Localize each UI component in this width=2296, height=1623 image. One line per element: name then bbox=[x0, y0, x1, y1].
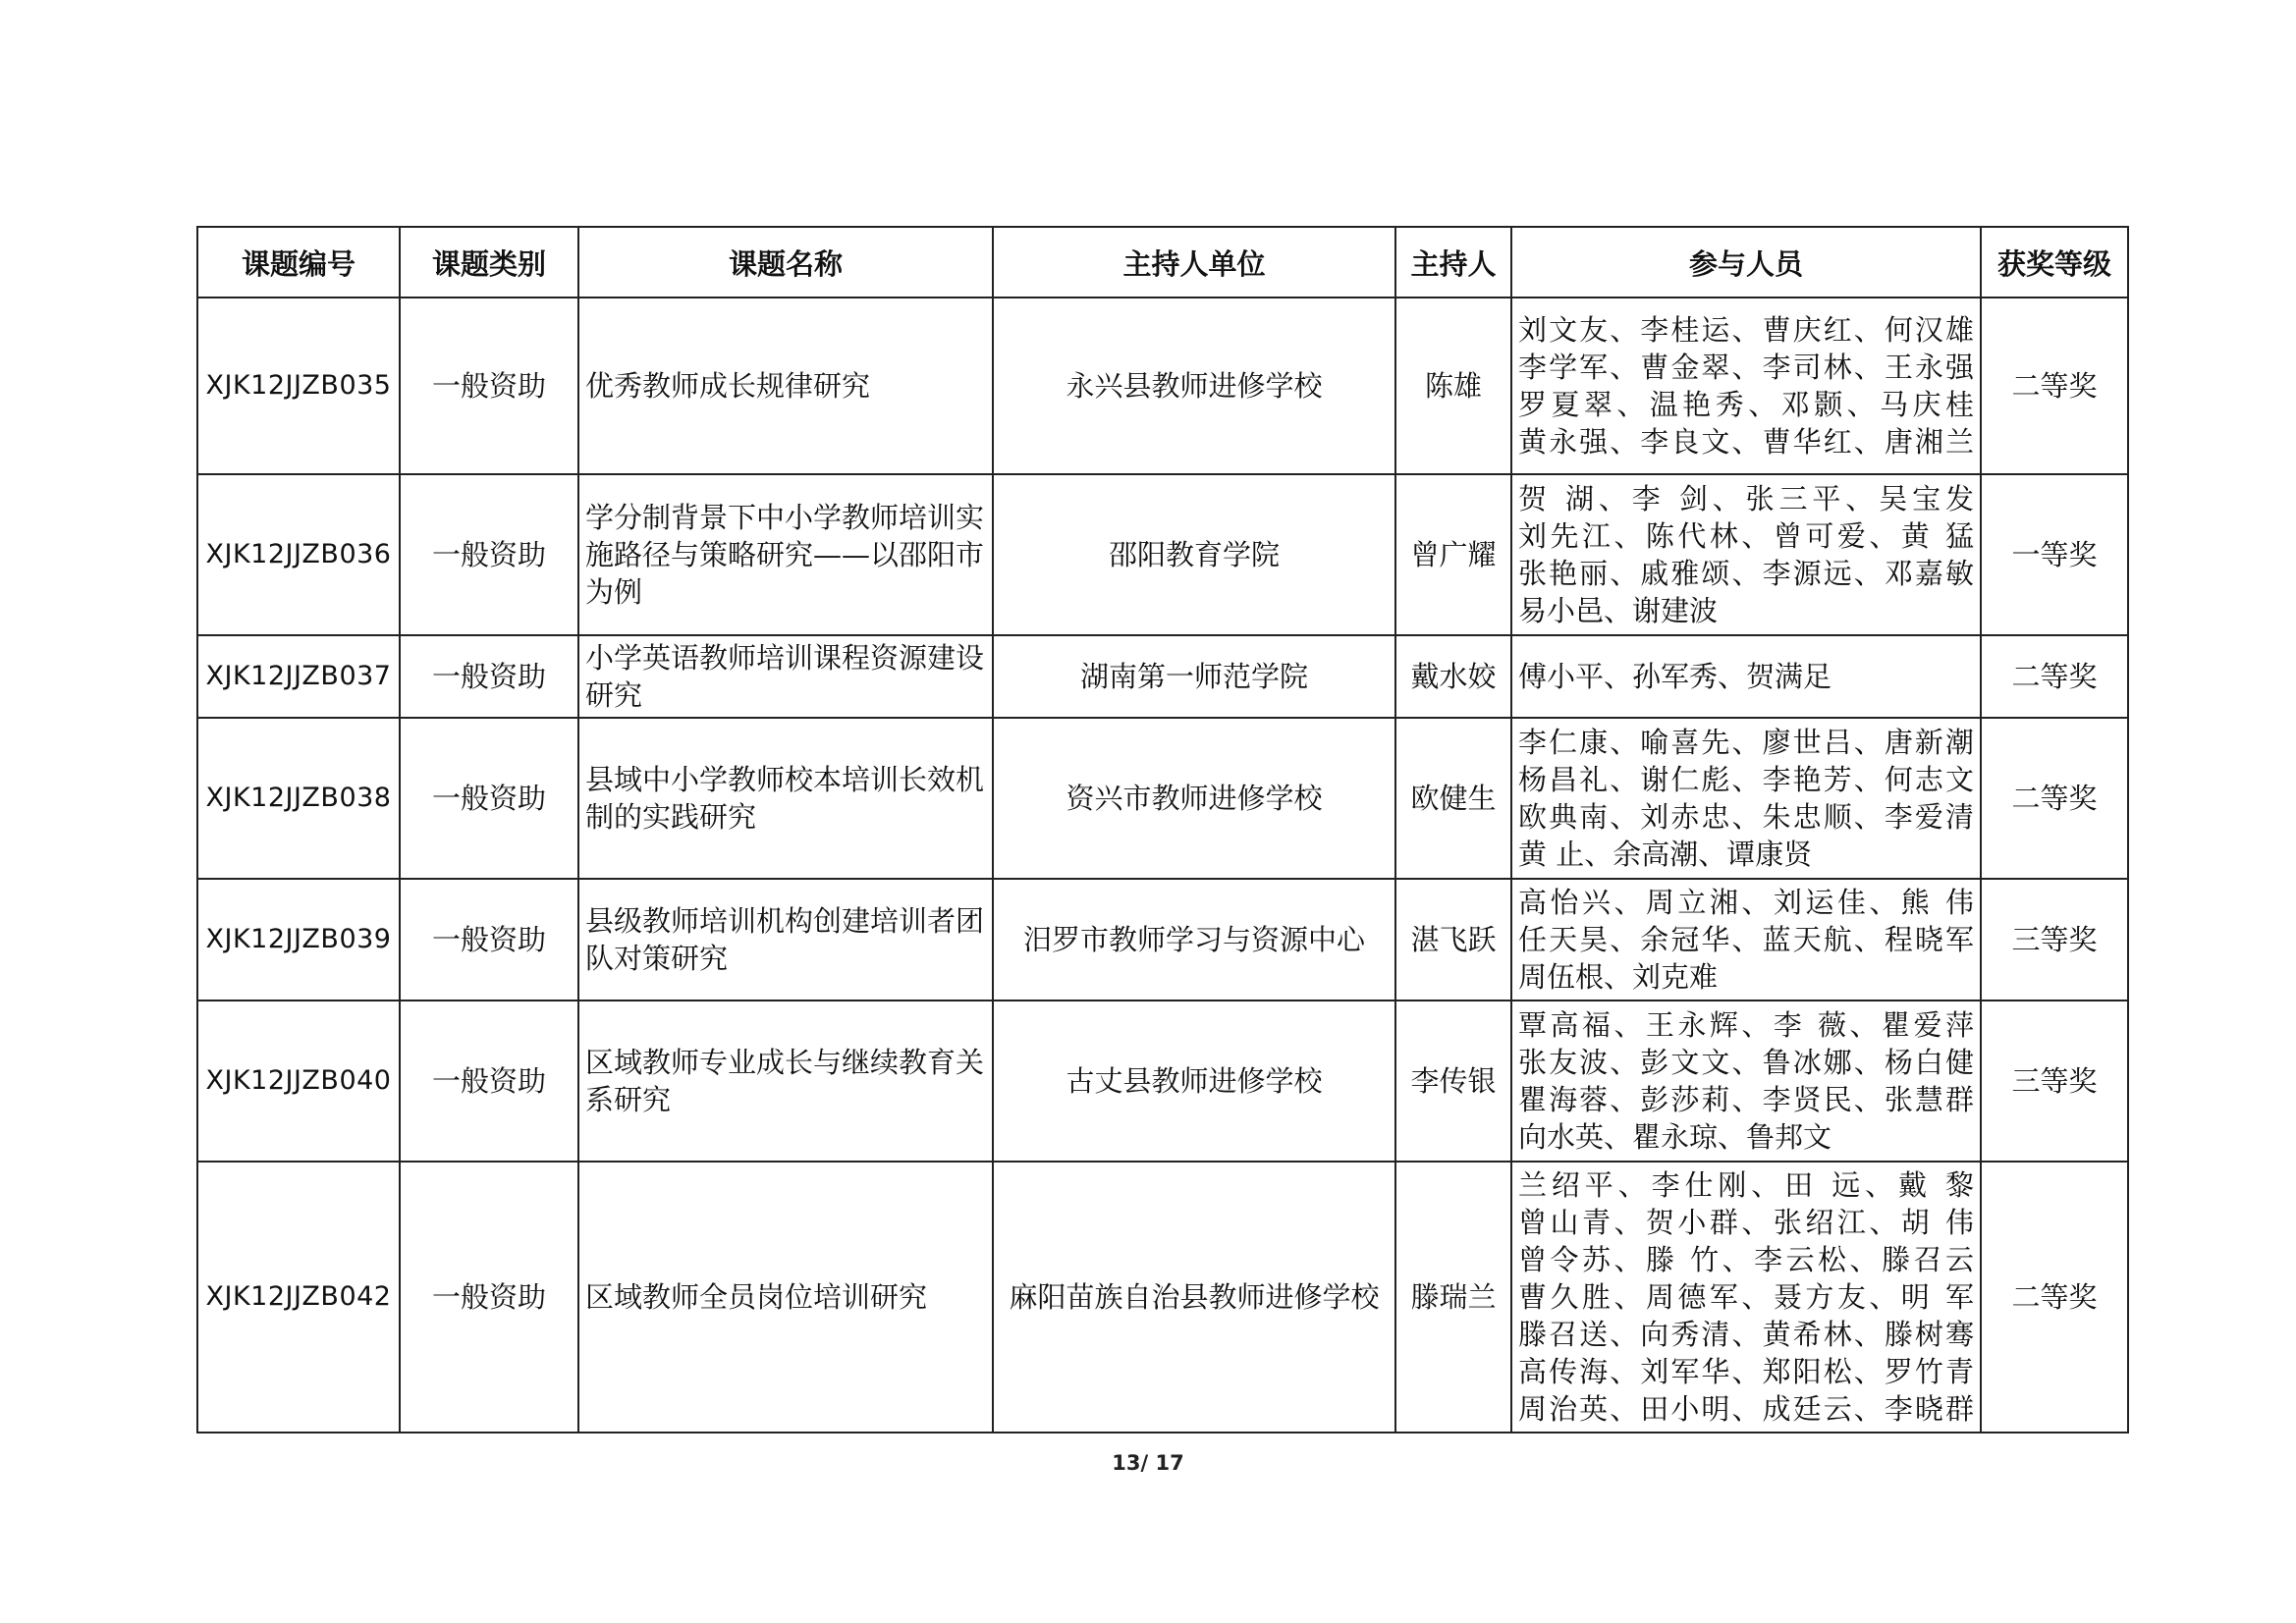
project-id: XJK12JJZB039 bbox=[197, 879, 400, 1001]
members-cell bbox=[1511, 879, 1981, 1001]
host-name: 欧健生 bbox=[1395, 718, 1511, 879]
member-line: 张友波、彭文文、鲁冰娜、杨白健 bbox=[1518, 1046, 1974, 1079]
project-title: 区域教师全员岗位培训研究 bbox=[578, 1162, 993, 1433]
members-cell bbox=[1511, 474, 1981, 635]
member-line: 贺 湖、李 剑、张三平、吴宝发 bbox=[1518, 482, 1974, 515]
award-level: 二等奖 bbox=[1981, 298, 2128, 474]
member-line: 曾山青、贺小群、张绍江、胡 伟 bbox=[1518, 1206, 1974, 1239]
project-title: 区域教师专业成长与继续教育关系研究 bbox=[578, 1001, 993, 1162]
table-row bbox=[197, 1162, 2128, 1433]
host-unit: 永兴县教师进修学校 bbox=[993, 298, 1395, 474]
member-line: 曹久胜、周德军、聂方友、明 军 bbox=[1518, 1280, 1974, 1314]
members-cell bbox=[1511, 1162, 1981, 1433]
members-cell bbox=[1511, 635, 1981, 718]
member-line: 黄 止、余高潮、谭康贤 bbox=[1518, 838, 1813, 871]
table-row bbox=[197, 474, 2128, 635]
host-unit: 湖南第一师范学院 bbox=[993, 635, 1395, 718]
project-category: 一般资助 bbox=[400, 1162, 578, 1433]
member-line: 高怡兴、周立湘、刘运佳、熊 伟 bbox=[1518, 886, 1974, 919]
member-line: 张艳丽、戚雅颂、李源远、邓嘉敏 bbox=[1518, 557, 1974, 590]
project-category: 一般资助 bbox=[400, 474, 578, 635]
project-title: 县级教师培训机构创建培训者团队对策研究 bbox=[578, 879, 993, 1001]
header-project-category: 课题类别 bbox=[400, 227, 578, 298]
project-title: 小学英语教师培训课程资源建设研究 bbox=[578, 635, 993, 718]
member-line: 黄永强、李良文、曹华红、唐湘兰 bbox=[1518, 425, 1974, 459]
project-id: XJK12JJZB038 bbox=[197, 718, 400, 879]
host-unit: 邵阳教育学院 bbox=[993, 474, 1395, 635]
header-host-unit: 主持人单位 bbox=[993, 227, 1395, 298]
member-line: 刘先江、陈代林、曾可爱、黄 猛 bbox=[1518, 519, 1974, 553]
project-category: 一般资助 bbox=[400, 718, 578, 879]
host-unit: 汨罗市教师学习与资源中心 bbox=[993, 879, 1395, 1001]
host-name: 陈雄 bbox=[1395, 298, 1511, 474]
host-name: 曾广耀 bbox=[1395, 474, 1511, 635]
host-name: 李传银 bbox=[1395, 1001, 1511, 1162]
project-category: 一般资助 bbox=[400, 635, 578, 718]
host-unit: 资兴市教师进修学校 bbox=[993, 718, 1395, 879]
member-line: 滕召送、向秀清、黄希林、滕树骞 bbox=[1518, 1318, 1974, 1351]
member-line: 高传海、刘军华、郑阳松、罗竹青 bbox=[1518, 1355, 1974, 1388]
member-line: 兰绍平、李仕刚、田 远、戴 黎 bbox=[1518, 1168, 1974, 1202]
host-name: 滕瑞兰 bbox=[1395, 1162, 1511, 1433]
project-id: XJK12JJZB042 bbox=[197, 1162, 400, 1433]
results-table bbox=[196, 226, 2129, 1434]
header-project-id: 课题编号 bbox=[197, 227, 400, 298]
member-line: 向水英、瞿永琼、鲁邦文 bbox=[1518, 1120, 1832, 1154]
project-title: 县域中小学教师校本培训长效机制的实践研究 bbox=[578, 718, 993, 879]
member-line: 覃高福、王永辉、李 薇、瞿爱萍 bbox=[1518, 1008, 1974, 1042]
page-number: 13/ 17 bbox=[1112, 1451, 1184, 1475]
project-category: 一般资助 bbox=[400, 1001, 578, 1162]
project-id: XJK12JJZB035 bbox=[197, 298, 400, 474]
project-category: 一般资助 bbox=[400, 879, 578, 1001]
member-line: 刘文友、李桂运、曹庆红、何汉雄 bbox=[1518, 313, 1974, 347]
project-title: 学分制背景下中小学教师培训实施路径与策略研究——以邵阳市为例 bbox=[578, 474, 993, 635]
host-name: 戴水姣 bbox=[1395, 635, 1511, 718]
member-line: 周伍根、刘克难 bbox=[1518, 960, 1719, 994]
member-line: 罗夏翠、温艳秀、邓颢、马庆桂 bbox=[1518, 388, 1974, 421]
award-level: 三等奖 bbox=[1981, 879, 2128, 1001]
member-line: 瞿海蓉、彭莎莉、李贤民、张慧群 bbox=[1518, 1083, 1974, 1116]
header-host: 主持人 bbox=[1395, 227, 1511, 298]
members-cell bbox=[1511, 1001, 1981, 1162]
award-level: 一等奖 bbox=[1981, 474, 2128, 635]
host-unit: 古丈县教师进修学校 bbox=[993, 1001, 1395, 1162]
award-level: 二等奖 bbox=[1981, 635, 2128, 718]
table-row bbox=[197, 1001, 2128, 1162]
member-line: 傅小平、孙军秀、贺满足 bbox=[1518, 660, 1832, 693]
table-row bbox=[197, 718, 2128, 879]
member-line: 曾令苏、滕 竹、李云松、滕召云 bbox=[1518, 1243, 1974, 1276]
table-row bbox=[197, 635, 2128, 718]
member-line: 杨昌礼、谢仁彪、李艳芳、何志文 bbox=[1518, 763, 1974, 796]
member-line: 易小邑、谢建波 bbox=[1518, 594, 1719, 627]
table-row bbox=[197, 298, 2128, 474]
host-name: 湛飞跃 bbox=[1395, 879, 1511, 1001]
project-id: XJK12JJZB036 bbox=[197, 474, 400, 635]
header-row bbox=[197, 227, 2128, 298]
member-line: 任天昊、余冠华、蓝天航、程晓军 bbox=[1518, 923, 1974, 956]
member-line: 欧典南、刘赤忠、朱忠顺、李爱清 bbox=[1518, 800, 1974, 834]
member-line: 周治英、田小明、成廷云、李晓群 bbox=[1518, 1392, 1974, 1426]
project-category: 一般资助 bbox=[400, 298, 578, 474]
award-level: 二等奖 bbox=[1981, 718, 2128, 879]
member-line: 李学军、曹金翠、李司林、王永强 bbox=[1518, 351, 1974, 384]
award-level: 二等奖 bbox=[1981, 1162, 2128, 1433]
header-award: 获奖等级 bbox=[1981, 227, 2128, 298]
header-project-title: 课题名称 bbox=[578, 227, 993, 298]
table-row bbox=[197, 879, 2128, 1001]
host-unit: 麻阳苗族自治县教师进修学校 bbox=[993, 1162, 1395, 1433]
member-line: 李仁康、喻喜先、廖世吕、唐新潮 bbox=[1518, 726, 1974, 759]
members-cell bbox=[1511, 718, 1981, 879]
header-members: 参与人员 bbox=[1511, 227, 1981, 298]
project-id: XJK12JJZB037 bbox=[197, 635, 400, 718]
project-title: 优秀教师成长规律研究 bbox=[578, 298, 993, 474]
project-id: XJK12JJZB040 bbox=[197, 1001, 400, 1162]
award-level: 三等奖 bbox=[1981, 1001, 2128, 1162]
members-cell bbox=[1511, 298, 1981, 474]
